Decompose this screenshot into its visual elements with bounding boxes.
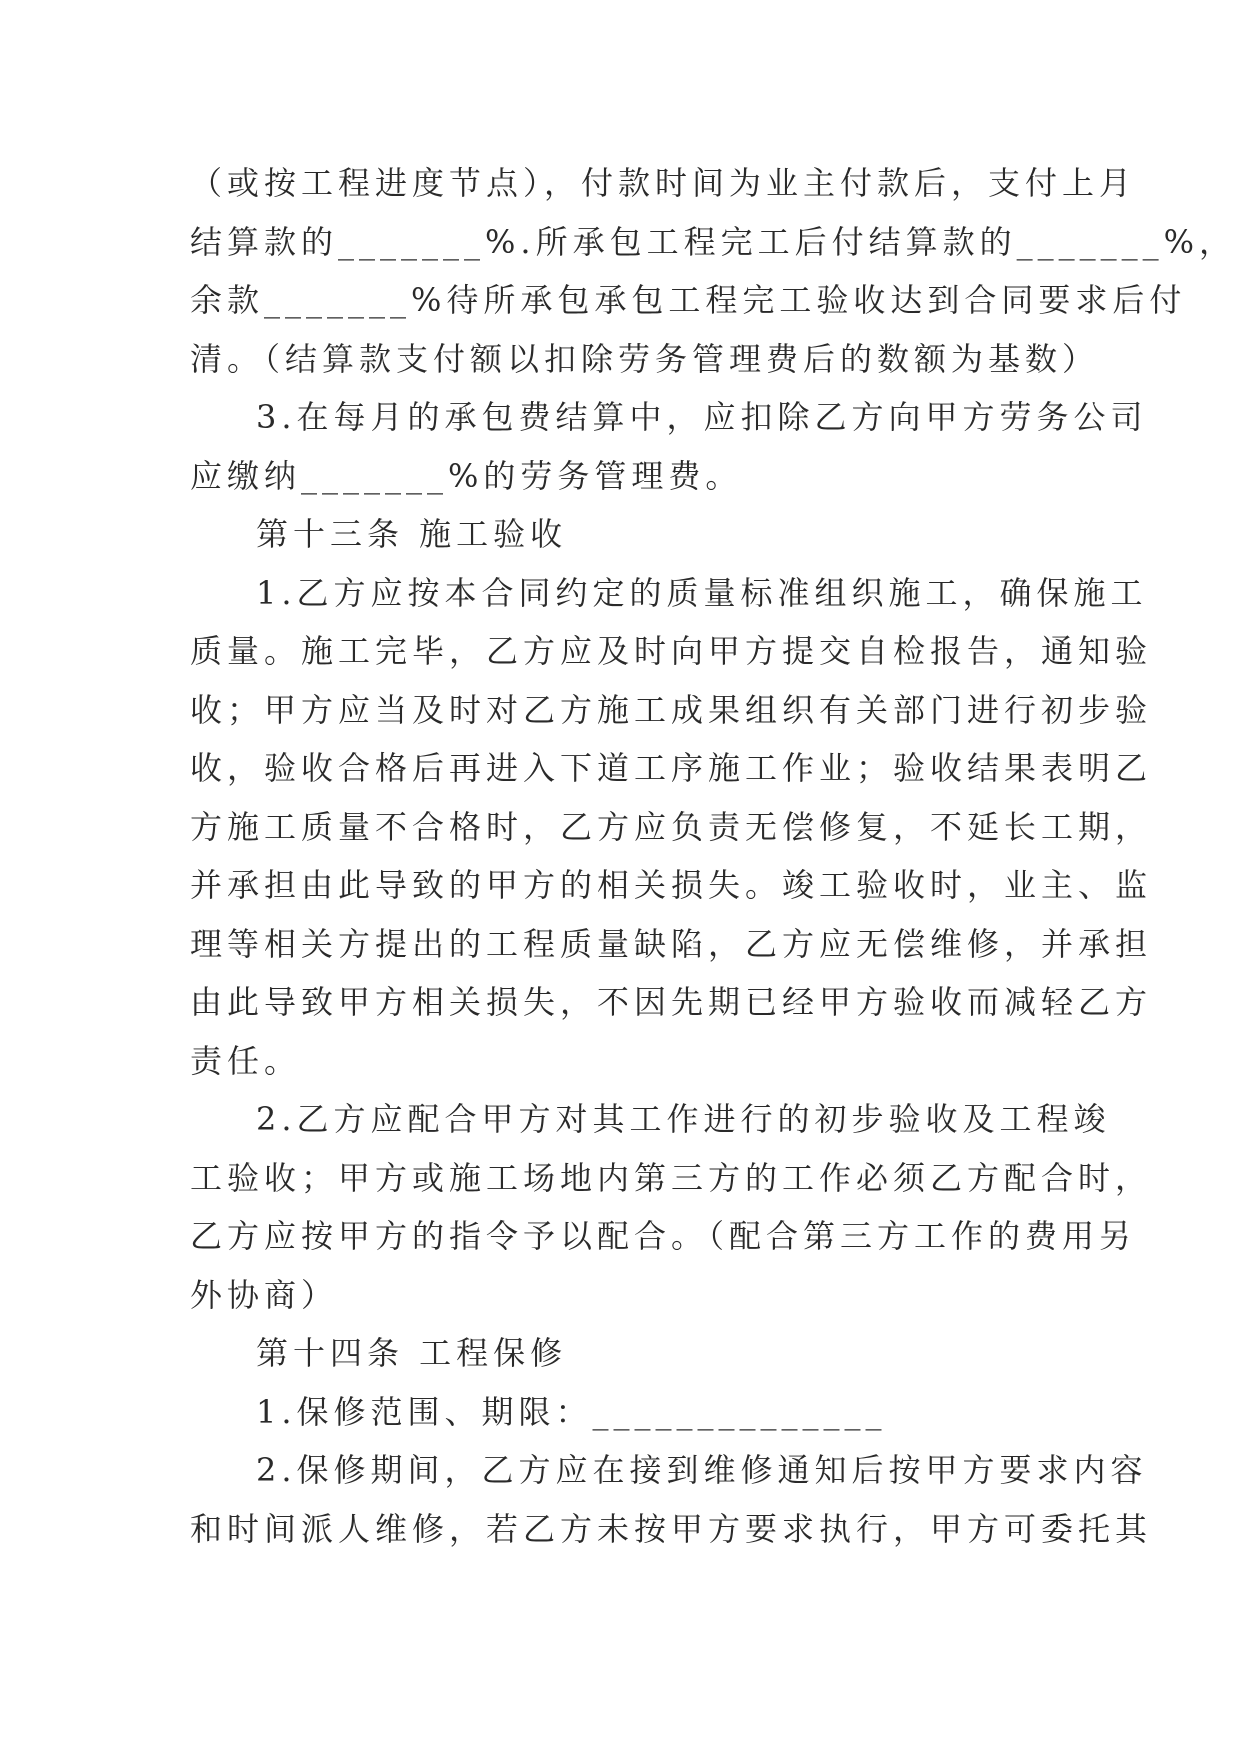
text-line-20: 外协商） bbox=[190, 1275, 339, 1314]
text-line-1: （或按工程进度节点），付款时间为业主付款后，支付上月 bbox=[190, 164, 1137, 202]
clause-14-item-2: 2.保修期间，乙方应在接到维修通知后按甲方要求内容 bbox=[256, 1451, 1148, 1489]
text-line-14: 理等相关方提出的工程质量缺陷，乙方应无偿维修，并承担 bbox=[190, 924, 1153, 963]
text-line-19: 乙方应按甲方的指令予以配合。（配合第三方工作的费用另 bbox=[190, 1217, 1137, 1255]
text-line-13: 并承担由此导致的甲方的相关损失。竣工验收时，业主、监 bbox=[190, 866, 1153, 904]
clause-12-item-3: 3.在每月的承包费结算中，应扣除乙方向甲方劳务公司 bbox=[256, 398, 1148, 436]
article-13-heading: 第十三条 施工验收 bbox=[256, 515, 568, 553]
text-line-10: 收；甲方应当及时对乙方施工成果组织有关部门进行初步验 bbox=[190, 690, 1153, 729]
text-line-3: 余款_______%待所承包承包工程完工验收达到合同要求后付 bbox=[190, 281, 1187, 319]
text-line-18: 工验收；甲方或施工场地内第三方的工作必须乙方配合时， bbox=[190, 1158, 1153, 1197]
clause-13-item-2: 2.乙方应配合甲方对其工作进行的初步验收及工程竣 bbox=[256, 1100, 1111, 1138]
text-line-11: 收，验收合格后再进入下道工序施工作业；验收结果表明乙 bbox=[190, 749, 1153, 787]
document-body bbox=[190, 154, 1236, 1558]
clause-13-item-1: 1.乙方应按本合同约定的质量标准组织施工，确保施工 bbox=[256, 573, 1148, 612]
text-line-4: 清。（结算款支付额以扣除劳务管理费后的数额为基数） bbox=[190, 339, 1100, 378]
text-line-16: 责任。 bbox=[190, 1041, 302, 1080]
text-line-24: 和时间派人维修，若乙方未按甲方要求执行，甲方可委托其 bbox=[190, 1509, 1153, 1548]
article-14-heading: 第十四条 工程保修 bbox=[256, 1334, 568, 1372]
clause-14-item-1: 1.保修范围、期限：______________ bbox=[256, 1392, 887, 1431]
text-line-2: 结算款的_______%.所承包工程完工后付结算款的_______%， bbox=[190, 222, 1236, 261]
text-line-6: 应缴纳_______%的劳务管理费。 bbox=[190, 456, 743, 495]
text-line-15: 由此导致甲方相关损失，不因先期已经甲方验收而减轻乙方 bbox=[190, 983, 1153, 1021]
text-line-9: 质量。施工完毕，乙方应及时向甲方提交自检报告，通知验 bbox=[190, 632, 1153, 670]
text-line-12: 方施工质量不合格时，乙方应负责无偿修复，不延长工期， bbox=[190, 807, 1153, 846]
